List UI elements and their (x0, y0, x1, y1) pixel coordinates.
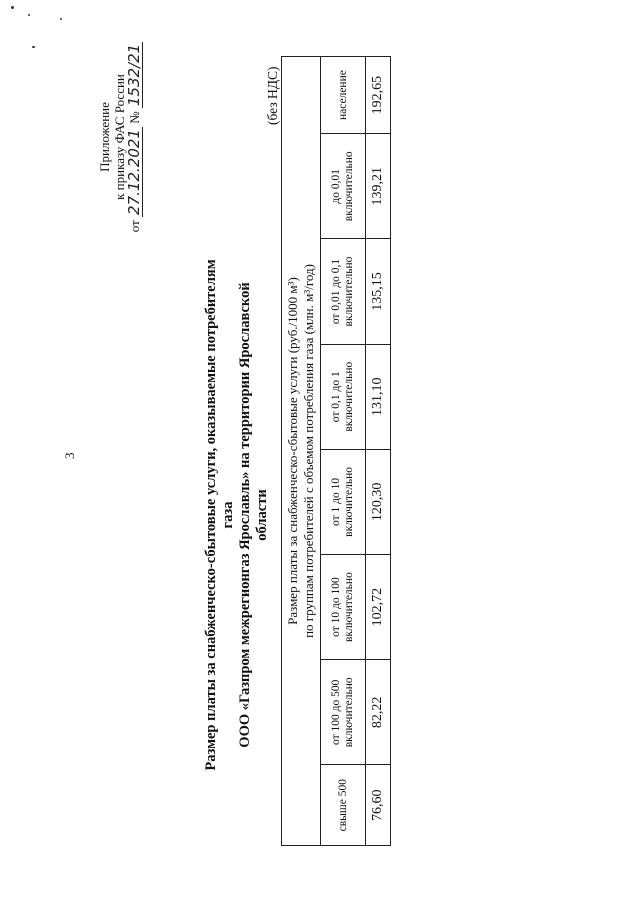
group-cell: от 100 до 500 включительно (321, 660, 366, 765)
vat-note: (без НДС) (265, 66, 280, 125)
document-title (203, 255, 271, 775)
appendix-block (97, 37, 143, 237)
from-label: от (127, 220, 142, 233)
page-number: 3 (62, 452, 77, 459)
scan-speck (28, 14, 30, 16)
value-cell: 131,10 (366, 344, 391, 449)
value-cell: 120,30 (366, 449, 391, 554)
group-cell: от 0,1 до 1 включительно (321, 344, 366, 449)
appendix-order: к приказу ФАС России (112, 74, 127, 200)
table-header-text: Размер платы за снабженческо-сбытовые услуги (руб./1000 м³) (285, 277, 300, 625)
tariff-table (281, 56, 391, 846)
scan-speck (11, 6, 14, 9)
value-cell: 135,15 (366, 239, 391, 344)
table-subheader-text: по группам потребителей с объемом потребления газа (млн. м³/год) (301, 264, 316, 638)
table-header-row (282, 57, 321, 846)
group-cell: от 1 до 10 включительно (321, 449, 366, 554)
value-cell: 192,65 (366, 57, 391, 134)
order-date: 27.12.2021 (125, 129, 143, 215)
value-cell: 76,60 (366, 765, 391, 846)
table-header (282, 57, 321, 846)
group-row (321, 57, 366, 846)
value-cell: 82,22 (366, 660, 391, 765)
appendix-title: Приложение (97, 102, 112, 172)
group-cell: свыше 500 (321, 765, 366, 846)
group-cell: до 0,01 включительно (321, 134, 366, 239)
group-cell: от 10 до 100 включительно (321, 555, 366, 660)
scan-speck (60, 18, 62, 20)
group-cell: от 0,01 до 0,1 включительно (321, 239, 366, 344)
group-cell: население (321, 57, 366, 134)
values-row (366, 57, 391, 846)
order-number: 1532/21 (125, 43, 143, 107)
appendix-date-line (127, 37, 143, 237)
title-line-1: Размер платы за снабженческо-сбытовые услуги, оказываемые потребителям газа (203, 259, 236, 771)
value-cell: 102,72 (366, 555, 391, 660)
scan-speck (32, 46, 35, 48)
number-label: № (127, 111, 142, 124)
title-line-2: ООО «Газпром межрегионгаз Ярославль» на территории Ярославской области (237, 282, 270, 748)
value-cell: 139,21 (366, 134, 391, 239)
